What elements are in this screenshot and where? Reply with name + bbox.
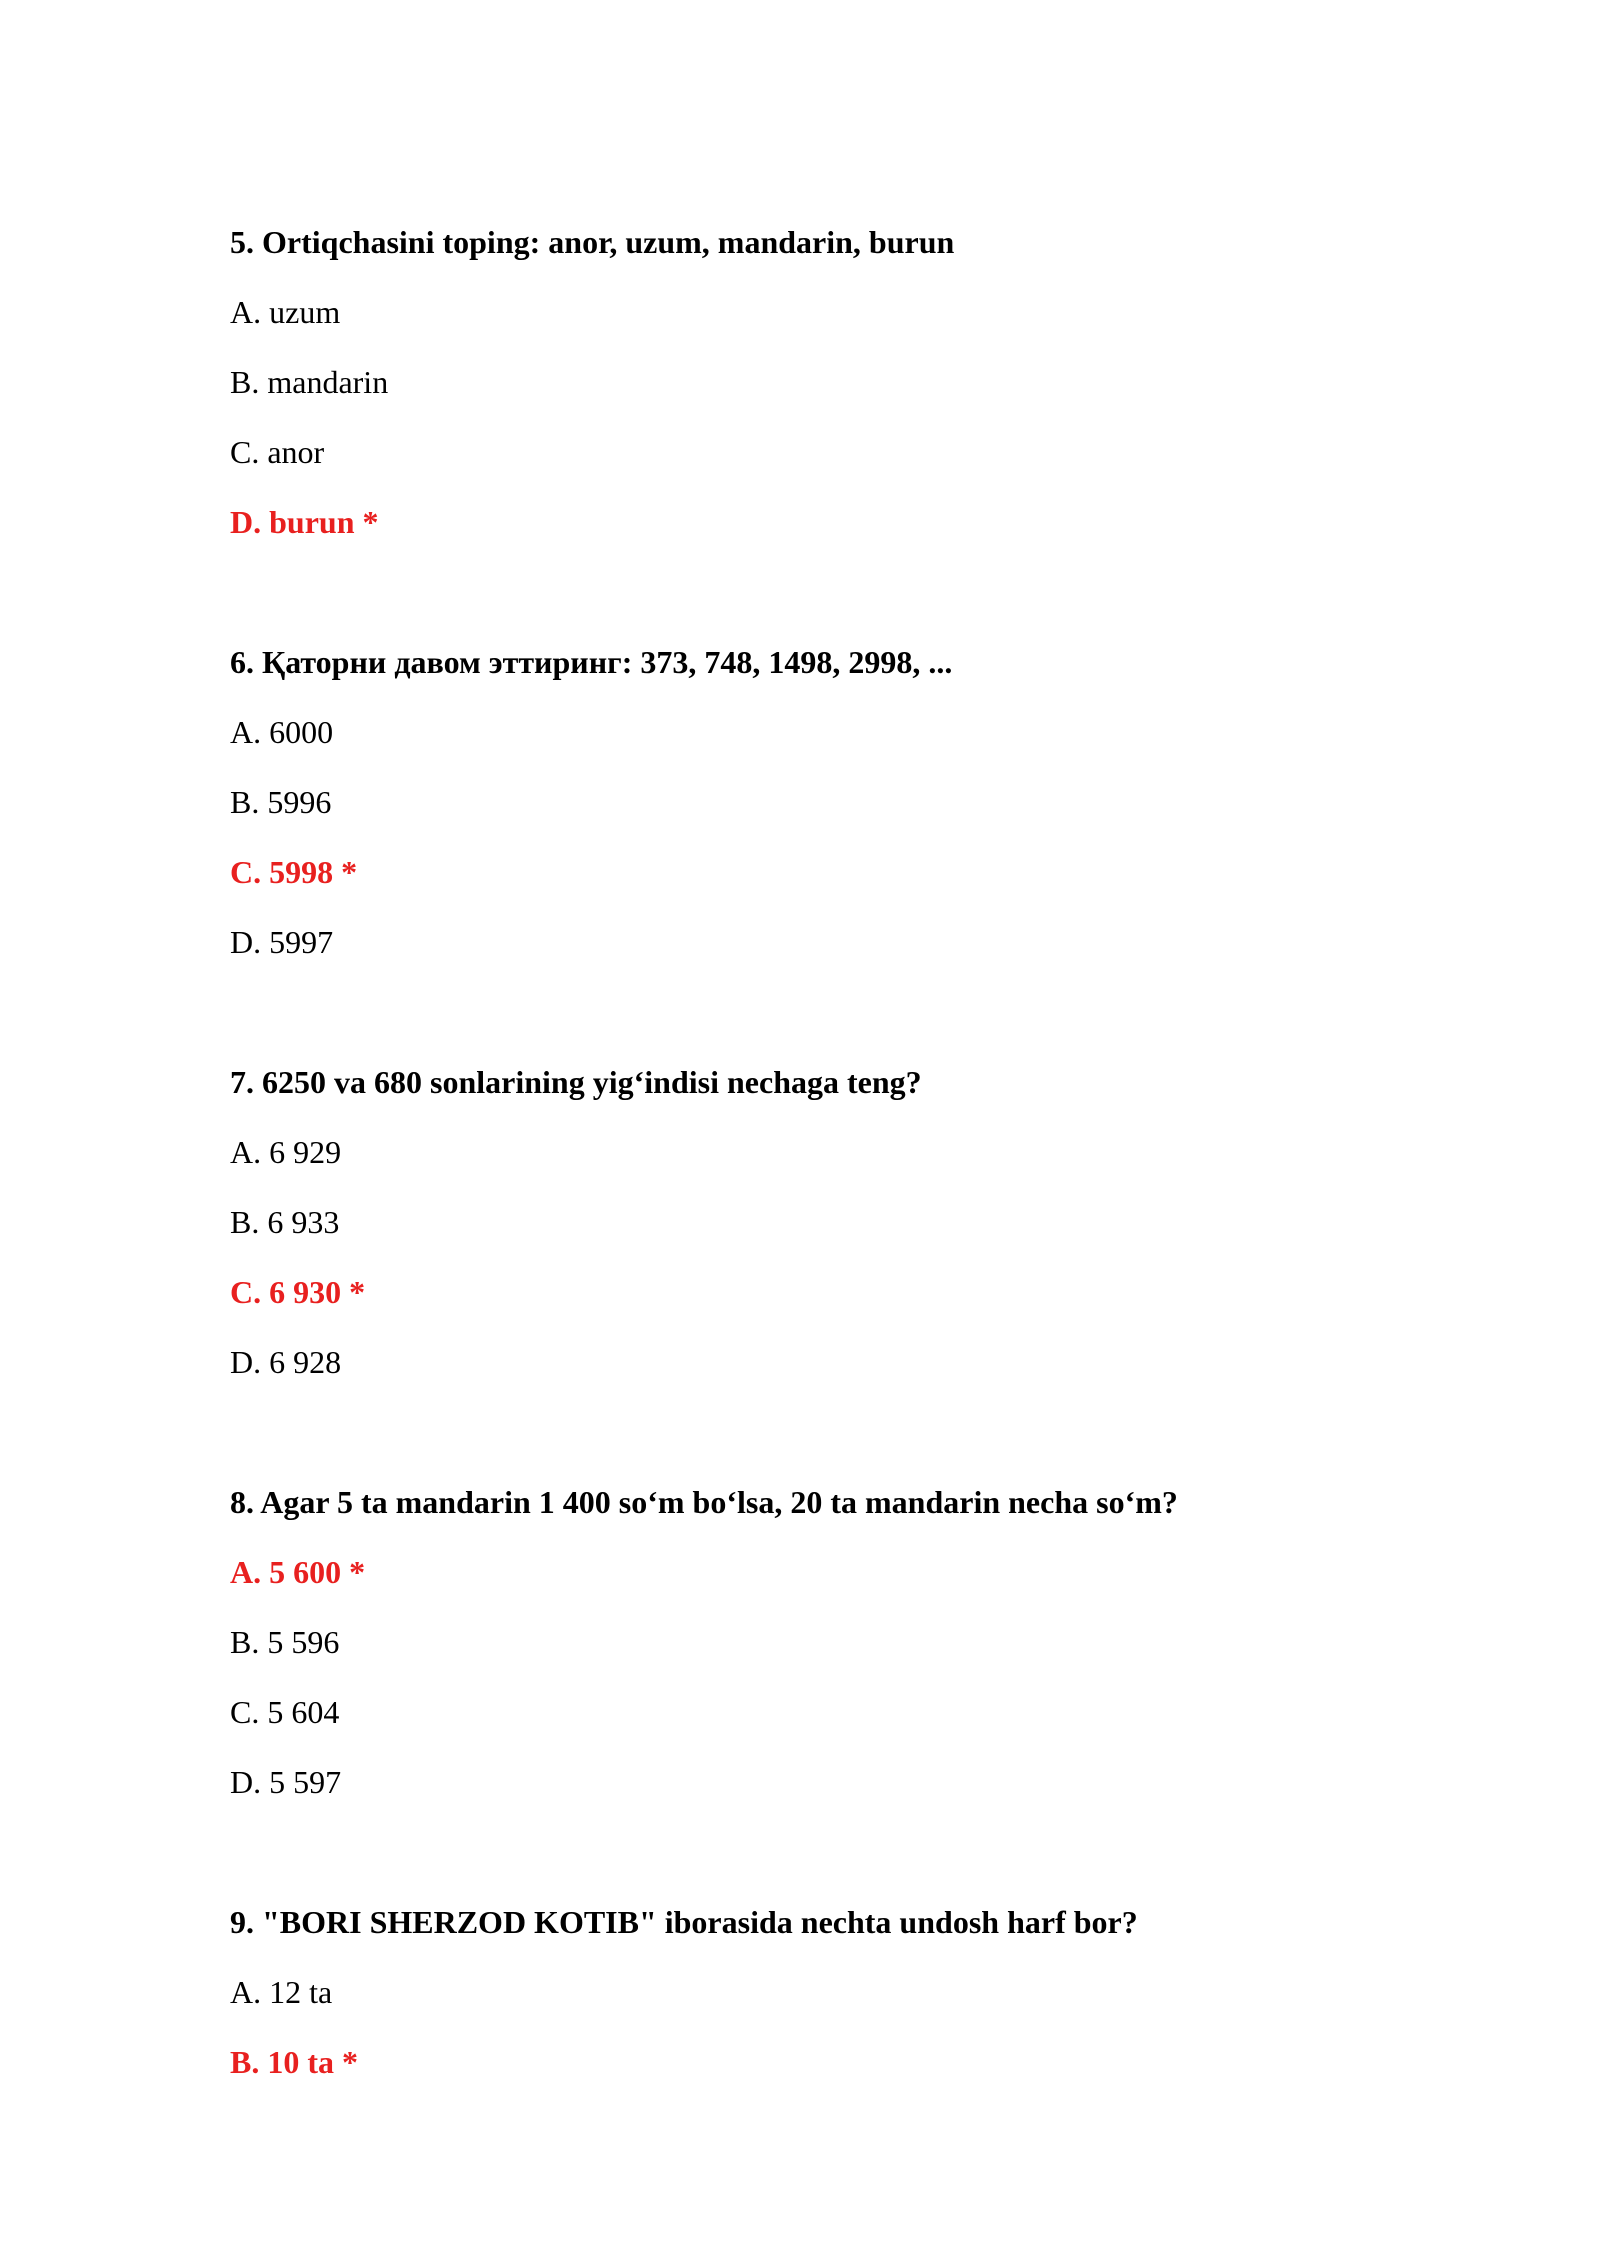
option-d: D. 5 597 [230,1764,342,1800]
question-6 [230,642,1530,962]
option-a: A. 5 600 * [230,1554,366,1590]
option-a: A. 12 ta [230,1974,333,2010]
question-text: 5. Ortiqchasini toping: anor, uzum, mandarin, burun [230,224,955,260]
question-text: 9. "BORI SHERZOD KOTIB" iborasida nechta undosh harf bor? [230,1904,1138,1940]
option-b: B. 5996 [230,784,332,820]
question-text: 7. 6250 va 680 sonlarining yig‘indisi nechaga teng? [230,1064,922,1100]
question-text: 8. Agar 5 ta mandarin 1 400 so‘m bo‘lsa, 20 ta mandarin necha so‘m? [230,1484,1178,1520]
option-b: B. 5 596 [230,1624,340,1660]
option-b: B. 10 ta * [230,2044,358,2080]
option-d: D. 6 928 [230,1344,342,1380]
option-d: D. burun * [230,504,379,540]
option-c: C. 5 604 [230,1694,340,1730]
option-b: B. 6 933 [230,1204,340,1240]
question-5 [230,222,1530,542]
question-text: 6. Қаторни давом эттиринг: 373, 748, 1498, 2998, ... [230,644,953,680]
question-8 [230,1482,1530,1802]
option-d: D. 5997 [230,924,334,960]
question-7 [230,1062,1530,1382]
option-a: A. 6000 [230,714,334,750]
option-a: A. uzum [230,294,341,330]
document-page [230,0,1530,2262]
option-c: C. anor [230,434,325,470]
option-c: C. 6 930 * [230,1274,366,1310]
option-c: C. 5998 * [230,854,358,890]
option-a: A. 6 929 [230,1134,342,1170]
option-b: B. mandarin [230,364,389,400]
question-9 [230,1902,1530,2082]
